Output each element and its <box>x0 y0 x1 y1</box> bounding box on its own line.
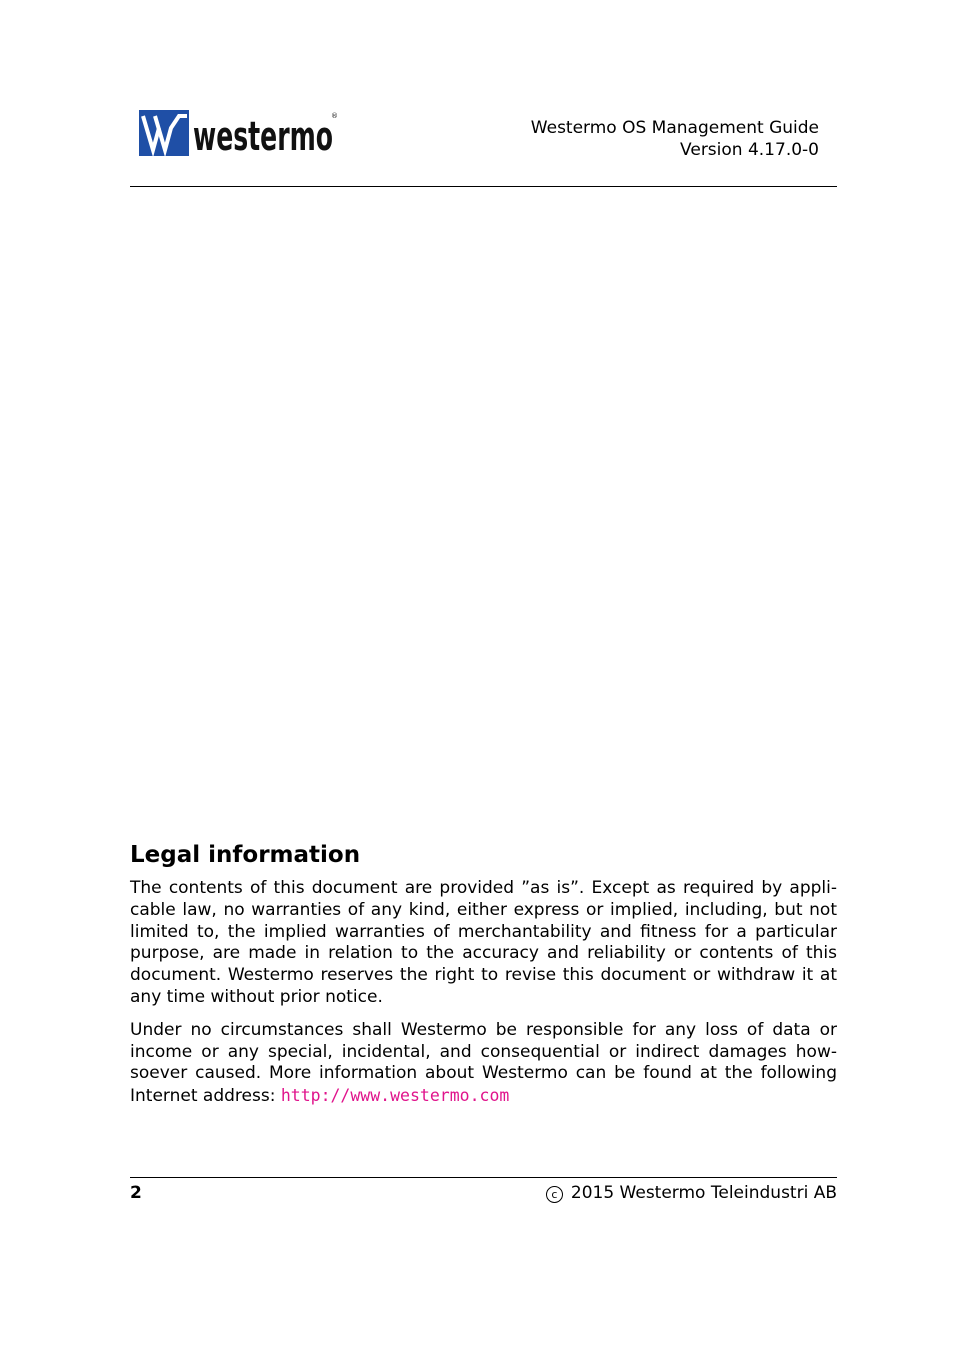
copyright-text: 2015 Westermo Teleindustri AB <box>570 1183 837 1203</box>
legal-paragraph-2 <box>130 1020 837 1108</box>
website-link[interactable]: http://www.westermo.com <box>280 1086 510 1106</box>
document-version: Version 4.17.0-0 <box>680 140 819 160</box>
page-number: 2 <box>130 1183 142 1203</box>
copyright-icon: c <box>546 1186 563 1203</box>
document-header <box>531 117 819 161</box>
westermo-logo <box>139 110 339 158</box>
westermo-logo-graphic <box>139 110 339 158</box>
legal-paragraph-2-text: Under no circumstances shall Westermo be responsible for any loss of data or income or any special, incidental, and consequential or indirect damages how-soever caused. More information about Westermo can be found at the following Internet address: <box>130 1019 837 1107</box>
registered-mark: ® <box>331 112 338 120</box>
legal-section <box>130 840 837 1119</box>
header-divider <box>130 186 837 187</box>
logo-wordmark: westermo <box>193 114 333 158</box>
section-heading: Legal information <box>130 842 361 868</box>
copyright-notice <box>546 1182 837 1204</box>
footer-divider <box>130 1177 837 1178</box>
document-title: Westermo OS Management Guide <box>530 118 819 138</box>
legal-paragraph-1: The contents of this document are provided ”as is”. Except as required by appli-cable law, no warranties of any kind, either express or implied, including, but not limited to, the implied warranties of merchantability and fitness for a particular purpose, are made in relation to the accuracy and reliability or contents of this document. Westermo reserves the right to revise this document or withdraw it at any time without prior notice. <box>130 878 837 1007</box>
